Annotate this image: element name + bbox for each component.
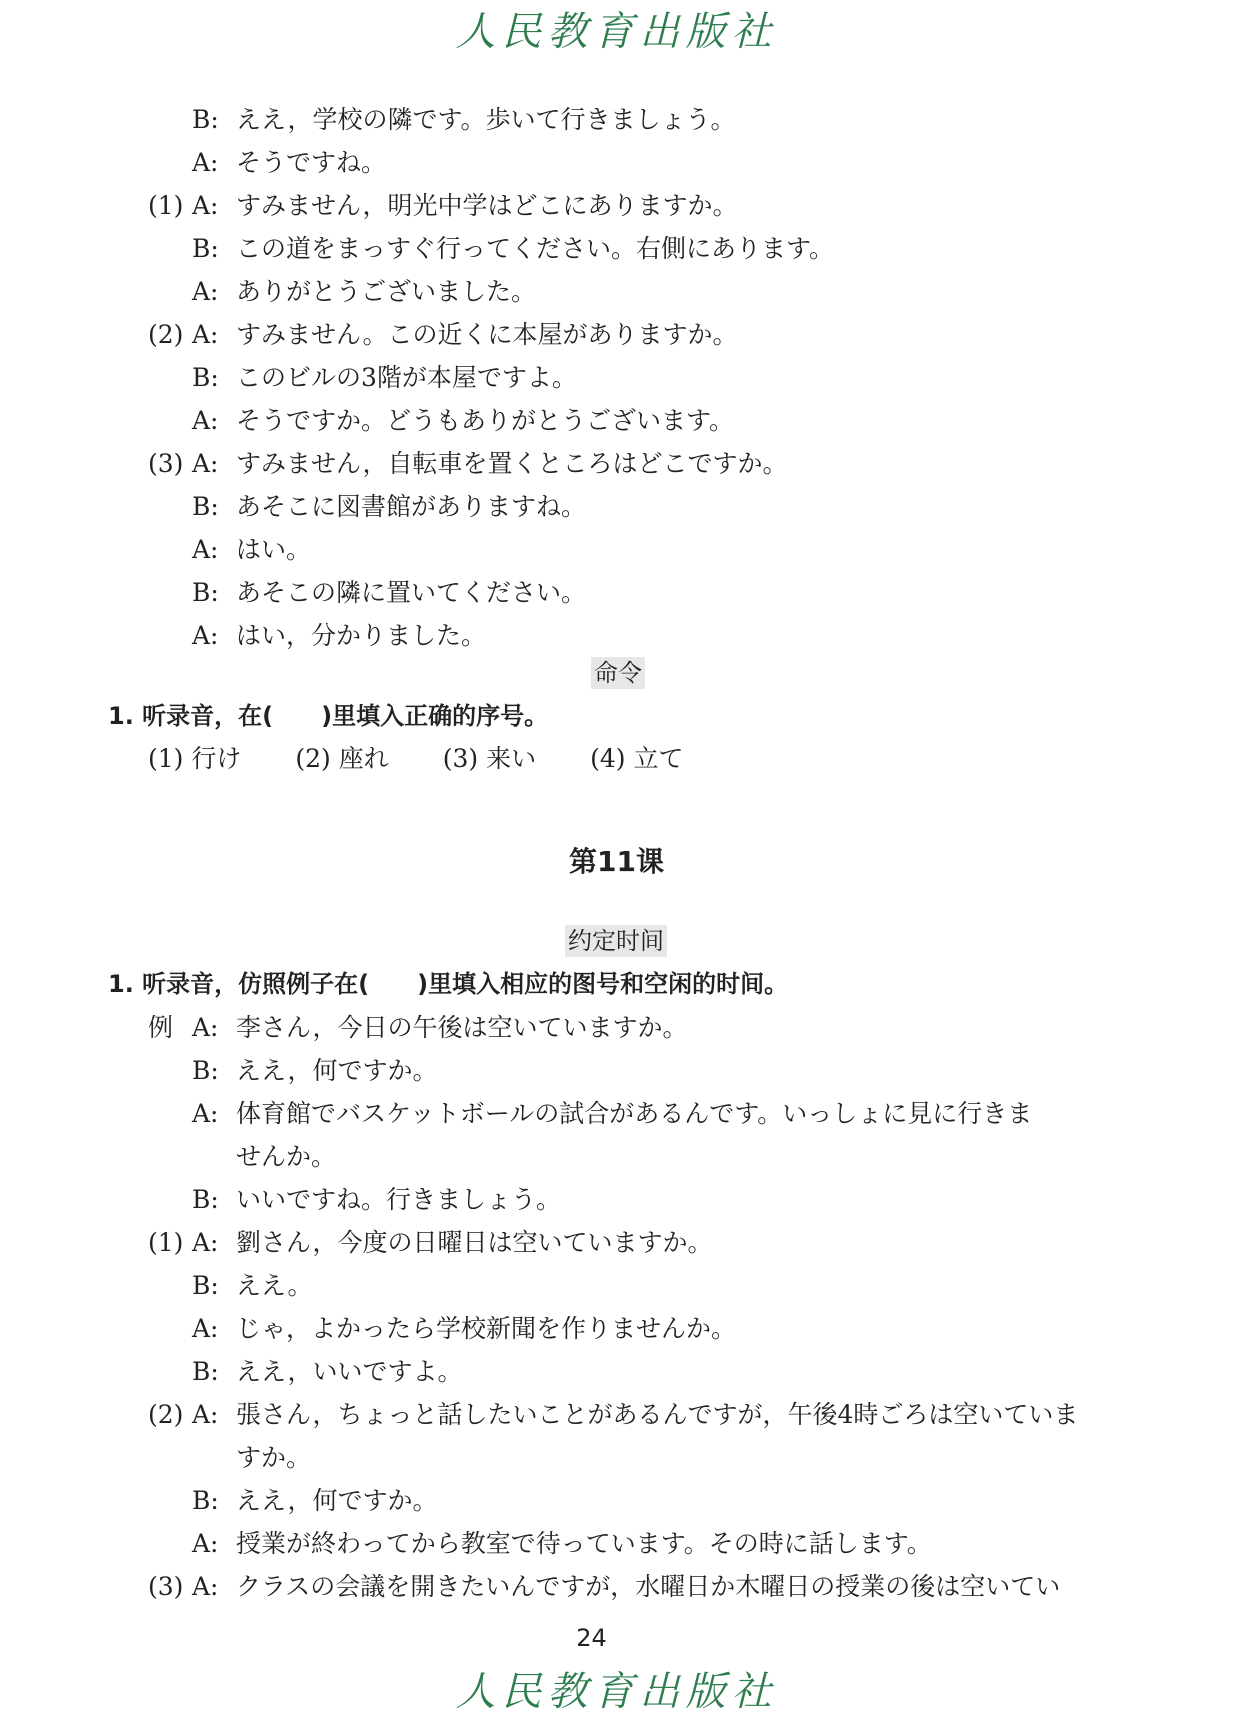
dialog-line: B: ええ，何ですか。 [192, 1056, 438, 1085]
publisher-logo-top: 人民教育出版社 [455, 9, 778, 55]
section-title-command: 命令 [591, 657, 645, 689]
lesson-title: 第11课 [569, 845, 664, 878]
dialog-line: A: はい，分かりました。 [192, 621, 487, 650]
dialog-line: (1) A: 劉さん，今度の日曜日は空いていますか。 [148, 1228, 713, 1257]
dialog-line: B: ええ，いいですよ。 [192, 1357, 463, 1386]
dialog-line: B: この道をまっすぐ行ってください。右側にあります。 [192, 234, 835, 263]
dialog-line: B: あそこに図書館がありますね。 [192, 492, 587, 521]
dialog-line: A: 体育館でバスケットボールの試合があるんです。いっしょに見に行きま [192, 1099, 1033, 1128]
option: (4) 立て [590, 744, 684, 773]
dialog-line: (1) A: すみません，明光中学はどこにありますか。 [148, 191, 738, 220]
dialog-line: 例 A: 李さん，今日の午後は空いていますか。 [148, 1013, 688, 1042]
answer-options [148, 743, 738, 775]
dialog-line: B: ええ，何ですか。 [192, 1486, 438, 1515]
dialog-line: A: じゃ，よかったら学校新聞を作りませんか。 [192, 1314, 737, 1343]
dialog-line: B: このビルの3階が本屋ですよ。 [192, 363, 577, 392]
publisher-logo-bottom: 人民教育出版社 [455, 1669, 778, 1715]
section-title-appointment: 约定时间 [565, 925, 667, 957]
dialog-line: (3) A: すみません，自転車を置くところはどこですか。 [148, 449, 788, 478]
dialog-line: すか。 [236, 1443, 312, 1472]
dialog-line: B: あそこの隣に置いてください。 [192, 578, 587, 607]
page-number: 24 [576, 1624, 607, 1652]
dialog-line: せんか。 [236, 1142, 337, 1171]
dialog-line: (2) A: 張さん，ちょっと話したいことがあるんですが，午後4時ごろは空いていま [148, 1400, 1079, 1429]
option: (3) 来い [442, 744, 537, 773]
dialog-line: B: ええ。 [192, 1271, 313, 1300]
dialog-line: A: はい。 [192, 535, 312, 564]
option: (1) 行け [148, 744, 242, 773]
dialog-line: A: そうですか。どうもありがとうございます。 [192, 406, 735, 435]
dialog-line: (2) A: すみません。この近くに本屋がありますか。 [148, 320, 738, 349]
dialog-line: A: ありがとうございました。 [192, 277, 537, 306]
dialog-line: A: 授業が終わってから教室で待っています。その時に話します。 [192, 1529, 932, 1558]
option: (2) 座れ [295, 744, 389, 773]
dialog-line: B: いいですね。行きましょう。 [192, 1185, 562, 1214]
dialog-line: B: ええ，学校の隣です。歩いて行きましょう。 [192, 105, 736, 134]
dialog-line: (3) A: クラスの会議を開きたいんですが，水曜日か木曜日の授業の後は空いてい [148, 1572, 1061, 1601]
dialog-line: A: そうですね。 [192, 148, 387, 177]
task-instruction: 1. 听录音，在( )里填入正确的序号。 [108, 702, 549, 730]
task-instruction: 1. 听录音，仿照例子在( )里填入相应的图号和空闲的时间。 [108, 970, 789, 998]
